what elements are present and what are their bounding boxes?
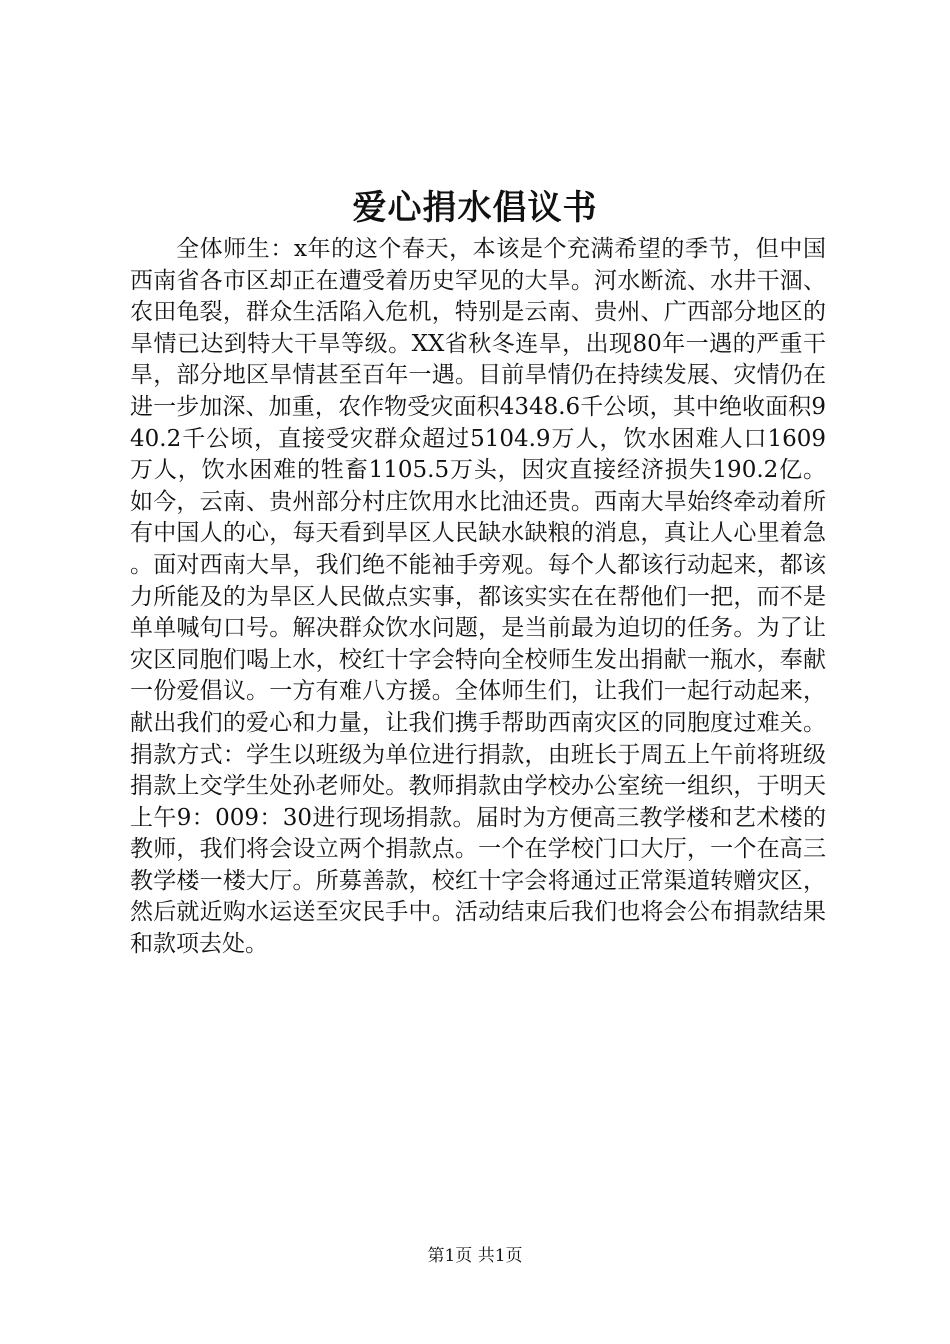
page-number-footer: 第1页 共1页 xyxy=(427,1246,523,1266)
document-body-paragraph: 全体师生：x年的这个春天，本该是个充满希望的季节，但中国西南省各市区却正在遭受着历史罕见的大旱。河水断流、水井干涸、农田龟裂，群众生活陷入危机，特别是云南、贵州、广西部分地区的旱情已达到特大干旱等级。XX省秋冬连旱，出现80年一遇的严重干旱，部分地区旱情甚至百年一遇。目前旱情仍在持续发展、灾情仍在进一步加深、加重，农作物受灾面积4348.6千公顷，其中绝收面积940.2千公顷，直接受灾群众超过5104.9万人，饮水困难人口1609万人，饮水困难的牲畜1105.5万头，因灾直接经济损失190.2亿。如今，云南、贵州部分村庄饮用水比油还贵。西南大旱始终牵动着所有中国人的心，每天看到旱区人民缺水缺粮的消息，真让人心里着急。面对西南大旱，我们绝不能袖手旁观。每个人都该行动起来，都该力所能及的为旱区人民做点实事，都该实实在在帮他们一把，而不是单单喊句口号。解决群众饮水问题，是当前最为迫切的任务。为了让灾区同胞们喝上水，校红十字会特向全校师生发出捐献一瓶水，奉献一份爱倡议。一方有难八方援。全体师生们，让我们一起行动起来，献出我们的爱心和力量，让我们携手帮助西南灾区的同胞度过难关。捐款方式：学生以班级为单位进行捐款，由班长于周五上午前将班级捐款上交学生处孙老师处。教师捐款由学校办公室统一组织，于明天上午9：009：30进行现场捐款。届时为方便高三教学楼和艺术楼的教师，我们将会设立两个捐款点。一个在学校门口大厅，一个在高三教学楼一楼大厅。所募善款，校红十字会将通过正常渠道转赠灾区，然后就近购水运送至灾民手中。活动结束后我们也将会公布捐款结果和款项去处。 xyxy=(130,236,826,958)
document-title: 爱心捐水倡议书 xyxy=(352,188,598,228)
